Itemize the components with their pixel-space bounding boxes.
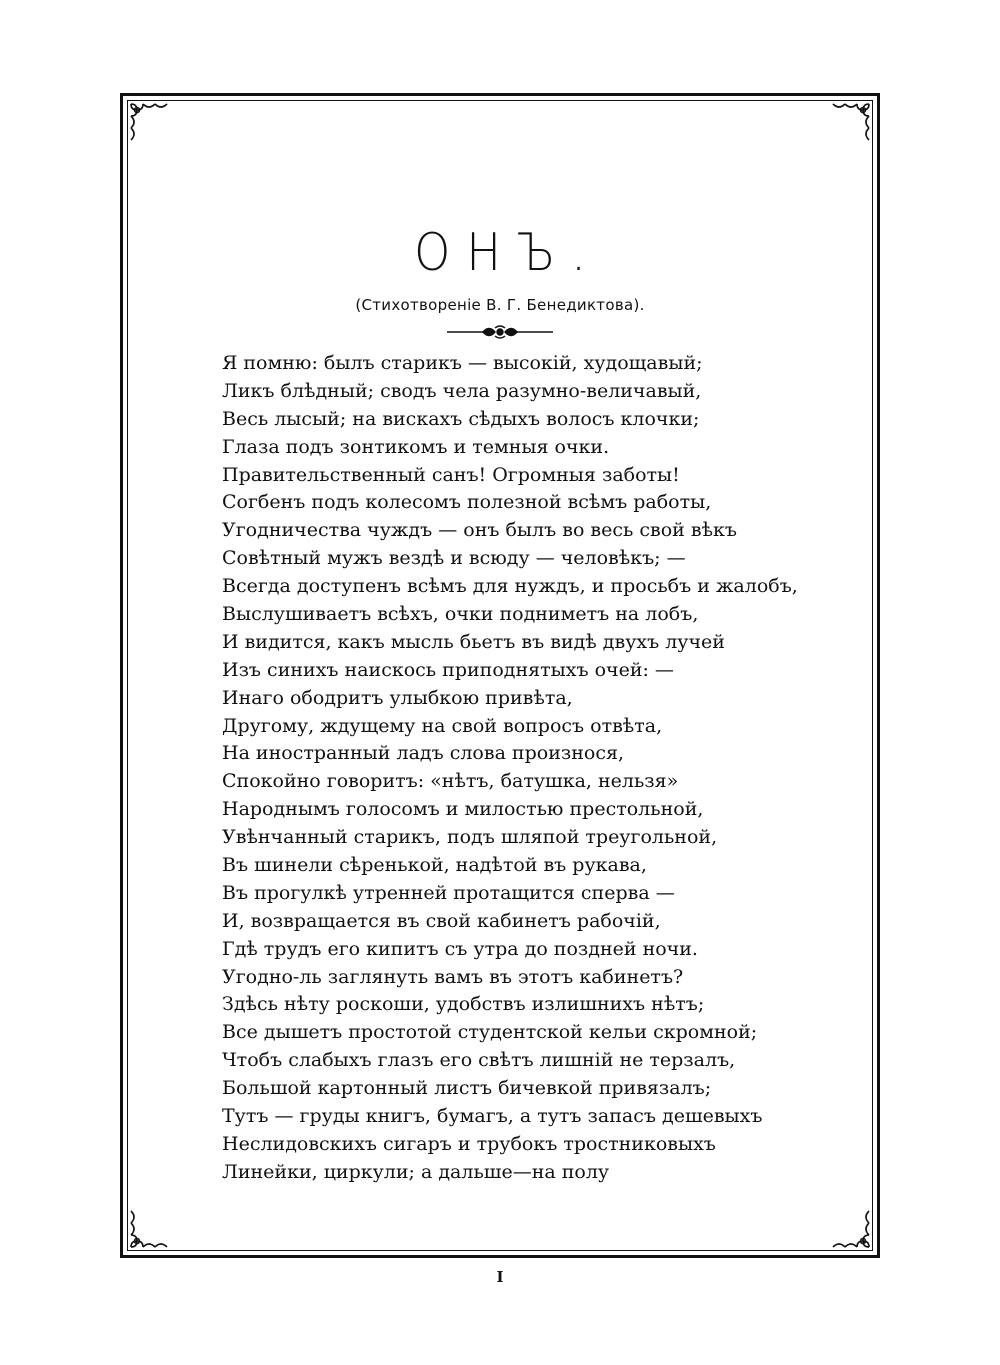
poem-line: Увѣнчанный старикъ, подъ шляпой треугольной,	[222, 826, 718, 849]
poem-line: Въ прогулкѣ утренней протащится сперва —	[222, 881, 675, 904]
poem-line: Въ шинели сѣренькой, надѣтой въ рукава,	[222, 854, 647, 877]
ornamental-rule-icon	[445, 323, 555, 341]
poem-line: Всегда доступенъ всѣмъ для нуждъ, и просьбъ и жалобъ,	[222, 575, 798, 598]
poem-line: Ликъ блѣдный; сводъ чела разумно-величавый,	[222, 379, 702, 402]
page-number: I	[496, 1268, 504, 1286]
poem-line: Линейки, циркули; а дальше—на полу	[222, 1160, 610, 1183]
corner-flourish-icon	[127, 100, 173, 146]
poem-line: Народнымъ голосомъ и милостью престольной,	[222, 798, 704, 821]
corner-flourish-icon	[127, 1205, 173, 1251]
corner-flourish-icon	[827, 100, 873, 146]
poem-line: Большой картонный листъ бичевкой привязалъ;	[222, 1077, 712, 1100]
poem-body	[222, 350, 822, 1187]
poem-line: Здѣсь нѣту роскоши, удобствъ излишнихъ нѣтъ;	[222, 993, 705, 1016]
poem-line: Гдѣ трудъ его кипитъ съ утра до поздней ночи.	[222, 937, 698, 960]
poem-line: Неслидовскихъ сигаръ и трубокъ тростниковыхъ	[222, 1132, 716, 1155]
poem-title: ОНЪ.	[414, 222, 602, 283]
poem-line: Совѣтный мужъ вездѣ и всюду — человѣкъ; —	[222, 547, 686, 570]
poem-line: Угодничества чуждъ — онъ былъ во весь свой вѣкъ	[222, 519, 737, 542]
poem-line: Инаго ободритъ улыбкою привѣта,	[222, 686, 573, 709]
poem-line: Весь лысый; на вискахъ сѣдыхъ волосъ клочки;	[222, 407, 700, 430]
poem-line: Все дышетъ простотой студентской кельи скромной;	[222, 1021, 758, 1044]
poem-line: Спокойно говоритъ: «нѣтъ, батушка, нельзя»	[222, 770, 679, 793]
poem-line: Я помню: былъ старикъ — высокiй, худощавый;	[222, 352, 703, 374]
poem-line: Глаза подъ зонтикомъ и темныя очки.	[222, 435, 610, 458]
poem-line: Другому, ждущему на свой вопросъ отвѣта,	[222, 714, 663, 737]
poem-line: На иностранный ладъ слова произнося,	[222, 742, 624, 765]
corner-flourish-icon	[827, 1205, 873, 1251]
poem-line: Изъ синихъ наискось приподнятыхъ очей: —	[222, 658, 674, 681]
poem-line: Согбенъ подъ колесомъ полезной всѣмъ работы,	[222, 491, 712, 514]
poem-line: Тутъ — груды книгъ, бумагъ, а тутъ запасъ дешевыхъ	[222, 1105, 763, 1128]
poem-line: Угодно-ль заглянуть вамъ въ этотъ кабинетъ?	[222, 965, 684, 988]
poem-line: И, возвращается въ свой кабинетъ рабочiй,	[222, 909, 661, 932]
poem-line: И видится, какъ мысль бьетъ въ видѣ двухъ лучей	[222, 630, 725, 653]
poem-line: Выслушиваетъ всѣхъ, очки подниметъ на лобъ,	[222, 603, 699, 626]
poem-line: Чтобъ слабыхъ глазъ его свѣтъ лишнiй не терзалъ,	[222, 1049, 736, 1072]
poem-subtitle: (Стихотворенiе В. Г. Бенедиктова).	[355, 296, 645, 314]
poem-line: Правительственный санъ! Огромныя заботы!	[222, 463, 680, 486]
